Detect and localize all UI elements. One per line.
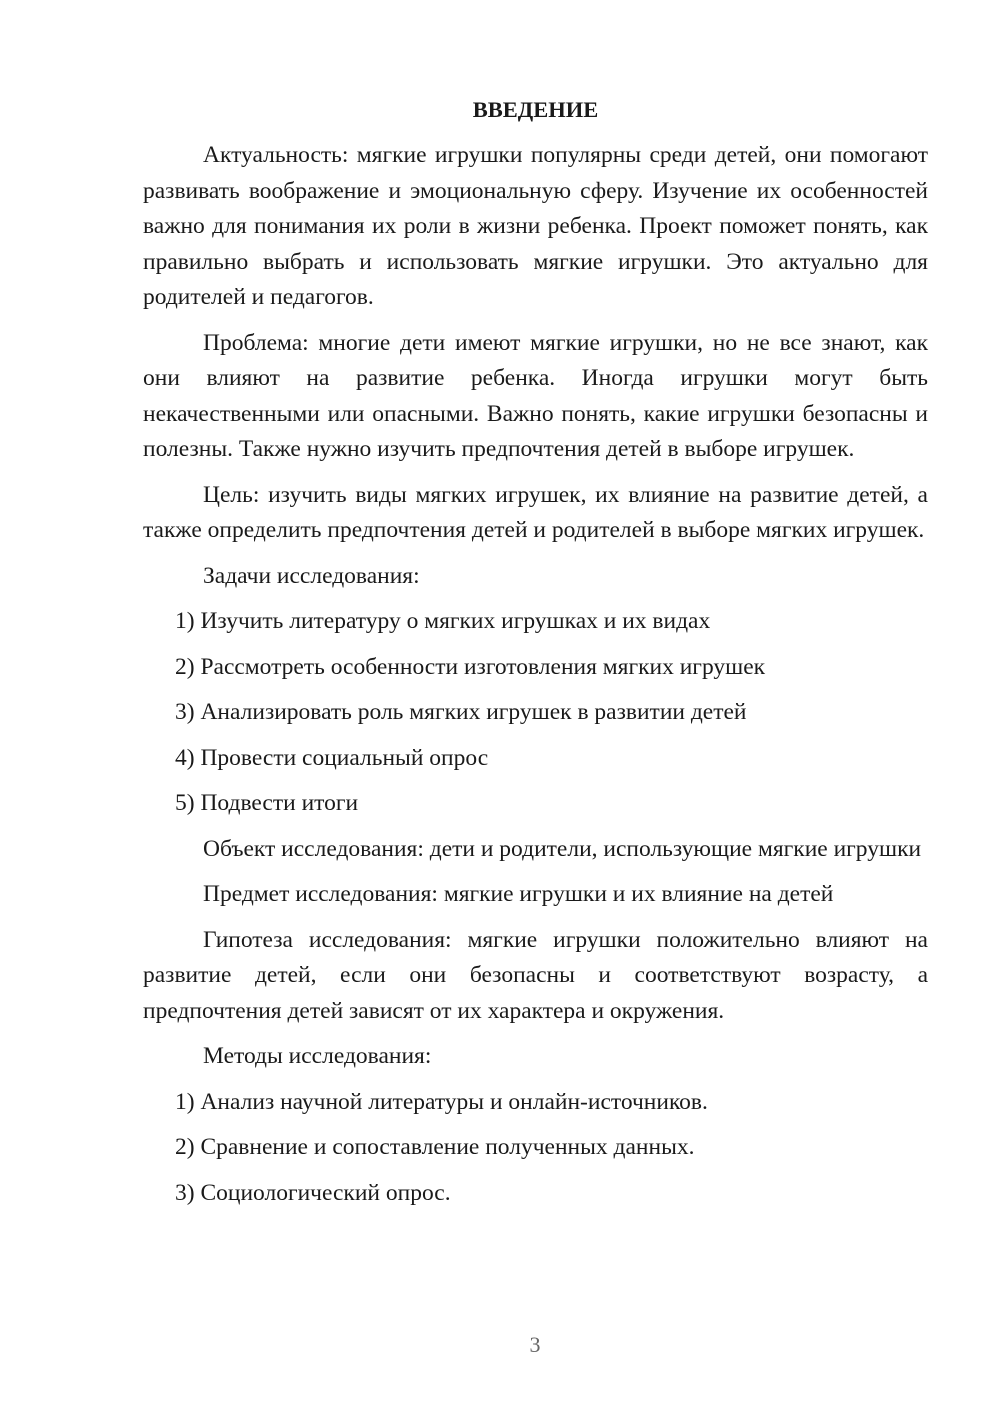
tasks-list (143, 604, 928, 822)
goal-paragraph: Цель: изучить виды мягких игрушек, их влияние на развитие детей, а также определить предпочтения детей и родителей в выборе мягких игрушек. (143, 481, 928, 543)
list-item: 5) Подвести итоги (175, 790, 359, 816)
tasks-heading: Задачи исследования: (203, 562, 420, 589)
list-item: 3) Анализировать роль мягких игрушек в развитии детей (175, 699, 747, 725)
page-number: 3 (529, 1332, 541, 1357)
subject-paragraph: Предмет исследования: мягкие игрушки и их влияние на детей (203, 881, 834, 907)
page-title: ВВЕДЕНИЕ (472, 97, 599, 122)
list-item: 1) Анализ научной литературы и онлайн-источников. (175, 1088, 708, 1115)
list-item: 2) Сравнение и сопоставление полученных данных. (175, 1134, 695, 1160)
list-item: 1) Изучить литературу о мягких игрушках и их видах (175, 608, 711, 634)
methods-heading: Методы исследования: (203, 1043, 432, 1069)
list-item: 2) Рассмотреть особенности изготовления мягких игрушек (175, 653, 766, 680)
hypothesis-paragraph: Гипотеза исследования: мягкие игрушки положительно влияют на развитие детей, если они безопасны и соответствуют возрасту, а предпочтения детей зависят от их характера и окружения. (143, 926, 928, 1024)
list-item: 4) Провести социальный опрос (175, 744, 489, 771)
object-paragraph: Объект исследования: дети и родители, использующие мягкие игрушки (203, 835, 922, 862)
document-page (143, 92, 928, 1221)
relevance-paragraph: Актуальность: мягкие игрушки популярны среди детей, они помогают развивать воображение и эмоциональную сферу. Изучение их особенностей важно для понимания их роли в жизни ребенка. Проект поможет понять, как правильно выбрать и использовать мягкие игрушки. Это актуально для родителей и педагогов. (143, 142, 928, 310)
list-item: 3) Социологический опрос. (175, 1179, 451, 1206)
methods-list (143, 1085, 928, 1212)
problem-paragraph: Проблема: многие дети имеют мягкие игрушки, но не все знают, как они влияют на развитие ребенка. Иногда игрушки могут быть некачественными или опасными. Важно понять, какие игрушки безопасны и полезны. Также нужно изучить предпочтения детей в выборе игрушек. (143, 329, 928, 462)
